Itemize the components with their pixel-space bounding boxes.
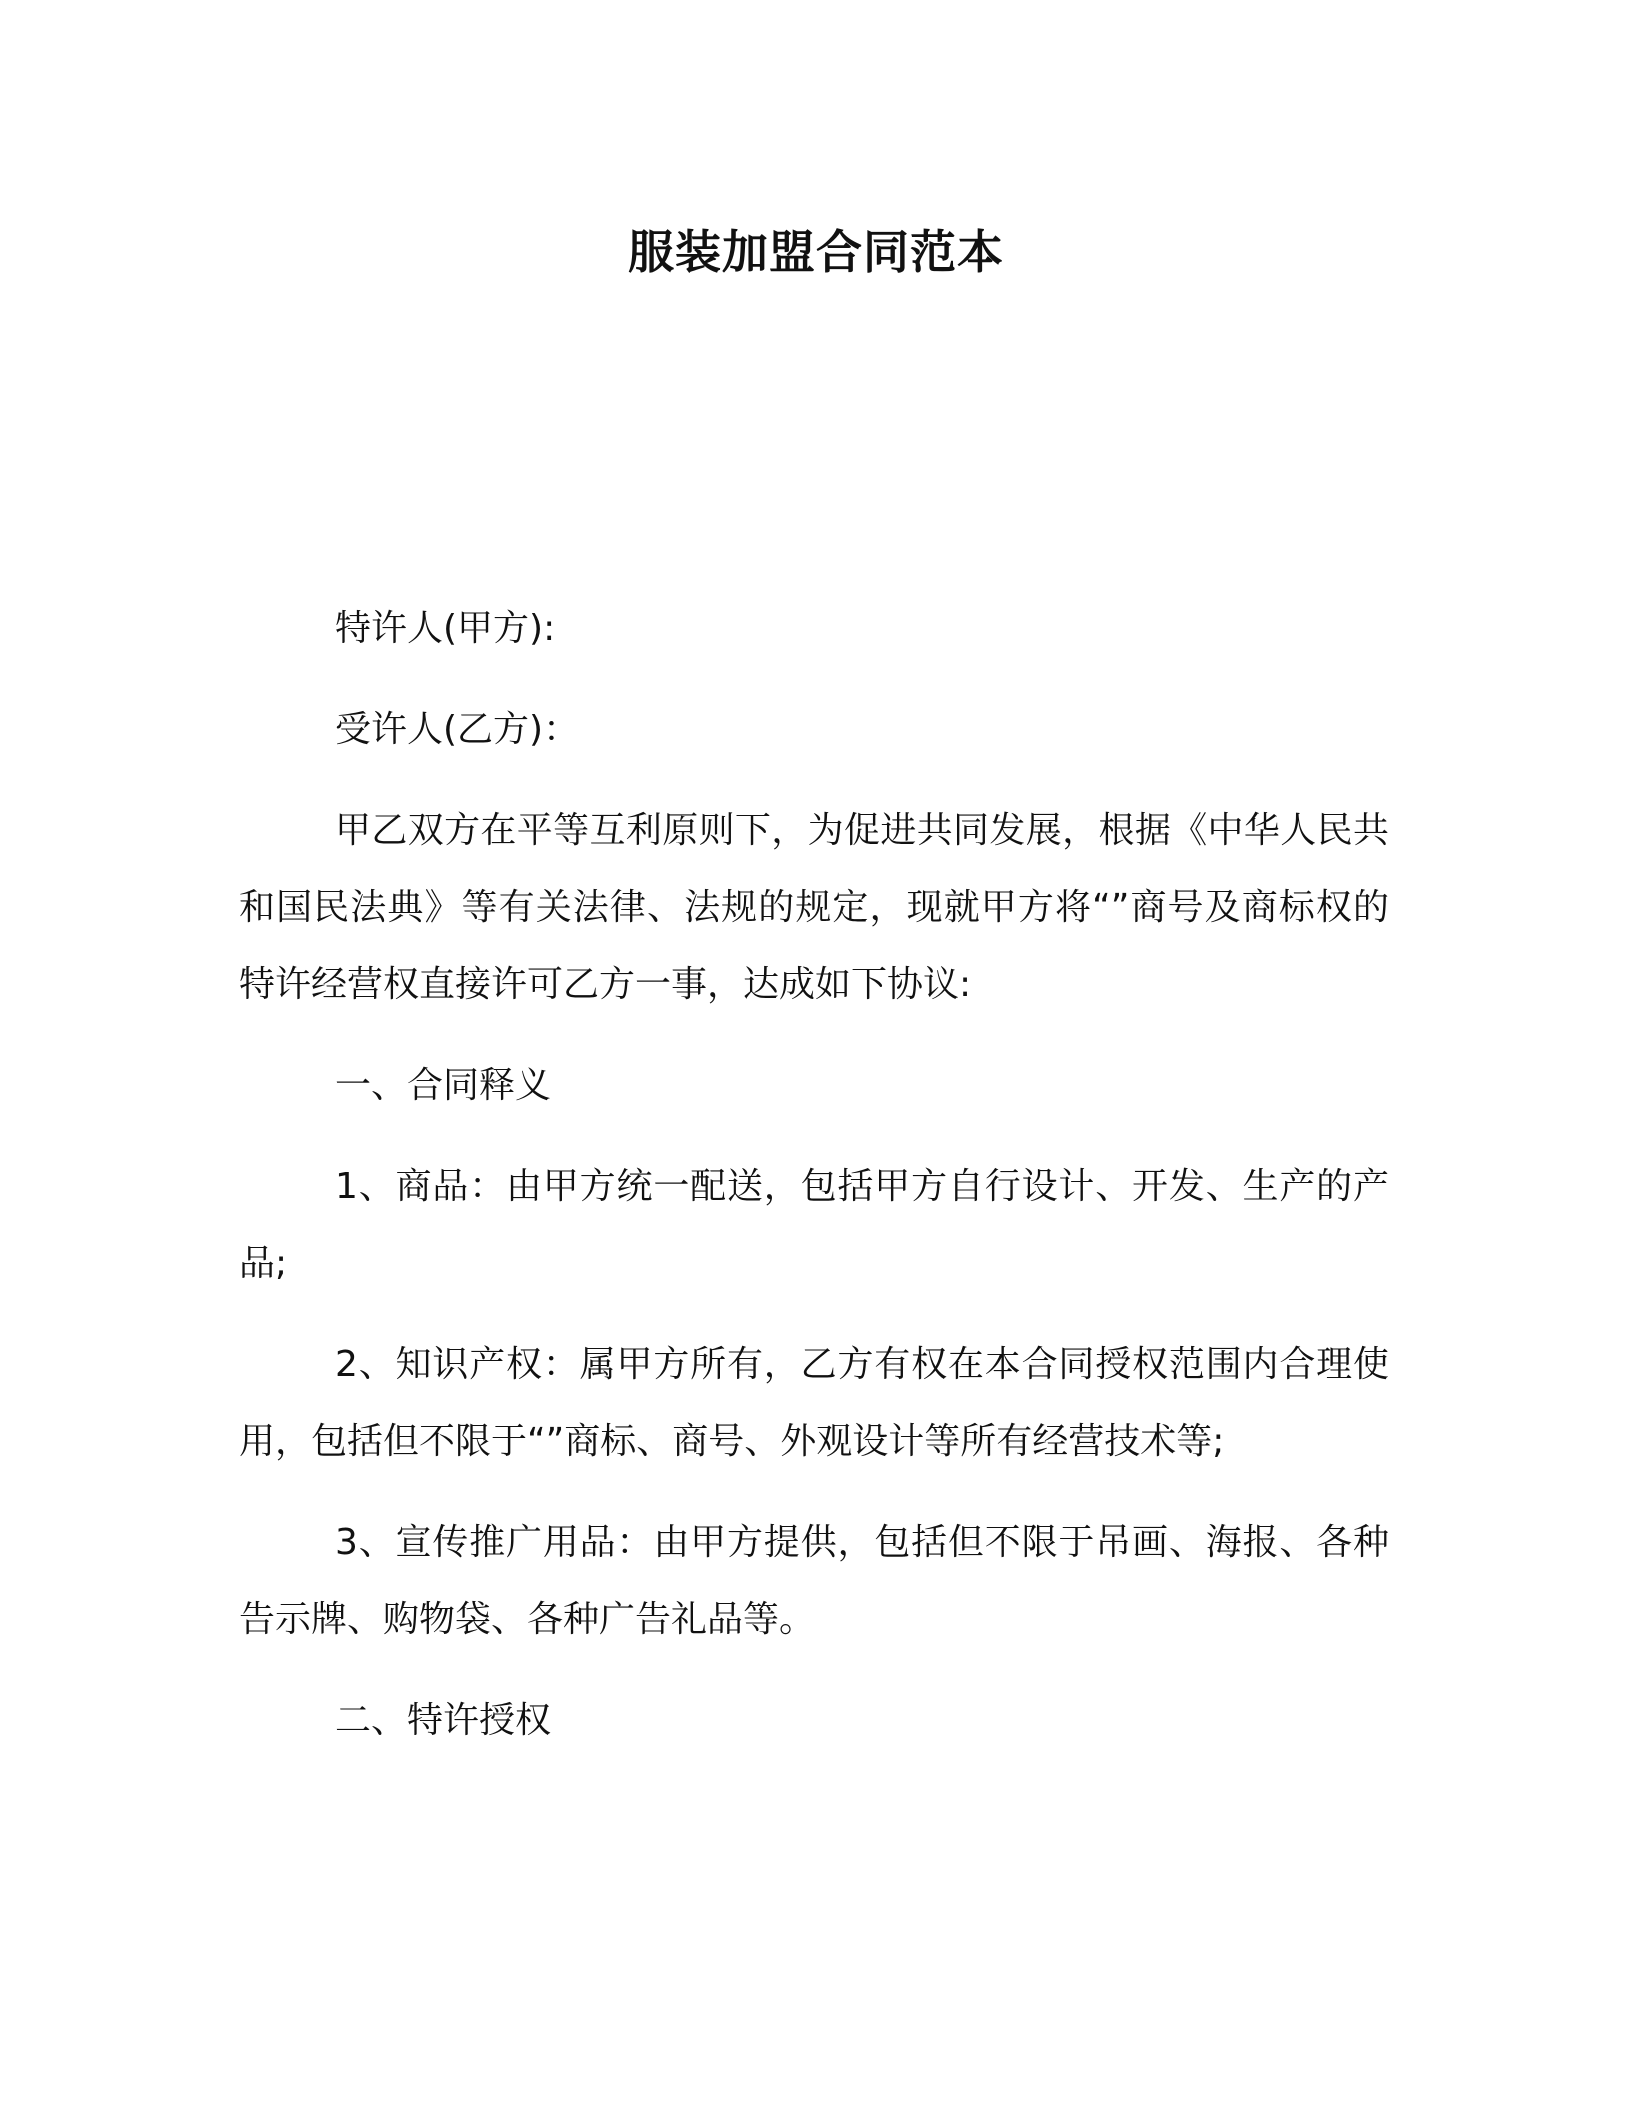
- document-body: [239, 590, 1389, 1783]
- document-title: 服装加盟合同范本: [628, 225, 1004, 279]
- party-a-line: 特许人(甲方):: [335, 608, 556, 649]
- section-heading-franchise-grant: 二、特许授权: [335, 1700, 552, 1741]
- clause-3-promotional-items: 3、宣传推广用品：由甲方提供，包括但不限于吊画、海报、各种告示牌、购物袋、各种广告礼品等。: [239, 1522, 1389, 1640]
- party-b-line: 受许人(乙方)：: [335, 709, 580, 750]
- preamble-paragraph: 甲乙双方在平等互利原则下，为促进共同发展，根据《中华人民共和国民法典》等有关法律、法规的规定，现就甲方将“”商号及商标权的特许经营权直接许可乙方一事，达成如下协议:: [239, 810, 1389, 1005]
- clause-2-intellectual-property: 2、知识产权：属甲方所有，乙方有权在本合同授权范围内合理使用，包括但不限于“”商标、商号、外观设计等所有经营技术等;: [239, 1344, 1389, 1462]
- section-heading-definitions: 一、合同释义: [335, 1065, 552, 1106]
- clause-1-goods: 1、商品：由甲方统一配送，包括甲方自行设计、开发、生产的产品;: [239, 1166, 1389, 1284]
